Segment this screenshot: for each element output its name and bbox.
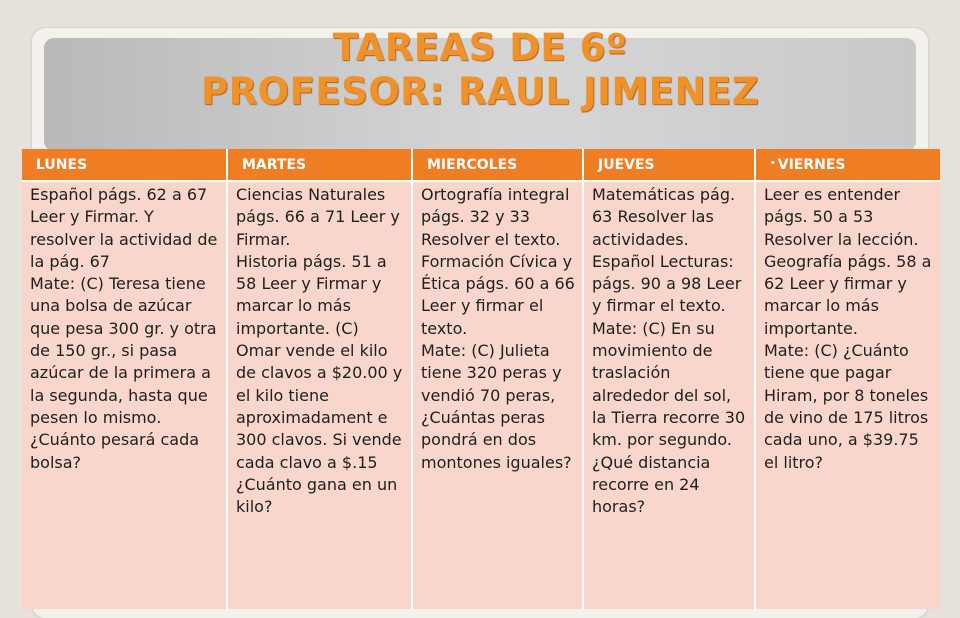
- header-wednesday: MIERCOLES: [412, 149, 583, 181]
- header-thursday: JUEVES: [583, 149, 755, 181]
- header-tuesday: MARTES: [227, 149, 412, 181]
- header-friday-label: VIERNES: [777, 156, 846, 173]
- cell-friday: Leer es entender págs. 50 a 53 Resolver la lección. Geografía págs. 58 a 62 Leer y firmar y marcar lo más importante. Mate: (C) ¿Cuánto tiene que pagar Hiram, por 8 toneles de vino de 175 litros cada uno, a $39.75 el litro?: [755, 181, 940, 609]
- title-line-2: PROFESOR: RAUL JIMENEZ: [200, 70, 760, 113]
- page-title: [44, 26, 916, 114]
- cell-tuesday: Ciencias Naturales págs. 66 a 71 Leer y Firmar. Historia págs. 51 a 58 Leer y Firmar y marcar lo más importante. (C) Omar vende el kilo de clavos a $20.00 y el kilo tiene aproximadament e 300 clavos. Si vende cada clavo a $.15 ¿Cuánto gana en un kilo?: [227, 181, 412, 609]
- homework-table: [22, 149, 940, 609]
- header-friday: [755, 149, 940, 181]
- header-monday: LUNES: [22, 149, 227, 181]
- bullet-icon: •: [770, 158, 776, 169]
- title-line-1: TAREAS DE 6º: [332, 26, 628, 69]
- table-header-row: [22, 149, 940, 181]
- cell-wednesday: Ortografía integral págs. 32 y 33 Resolver el texto. Formación Cívica y Ética págs. 60 a 66 Leer y firmar el texto. Mate: (C) Julieta tiene 320 peras y vendió 70 peras, ¿Cuántas peras pondrá en dos montones iguales?: [412, 181, 583, 609]
- cell-monday: Español págs. 62 a 67 Leer y Firmar. Y resolver la actividad de la pág. 67 Mate: (C) Teresa tiene una bolsa de azúcar que pesa 300 gr. y otra de 150 gr., si pasa azúcar de la primera a la segunda, hasta que pesen lo mismo. ¿Cuánto pesará cada bolsa?: [22, 181, 227, 609]
- table-row: [22, 181, 940, 609]
- cell-thursday: Matemáticas pág. 63 Resolver las actividades. Español Lecturas: págs. 90 a 98 Leer y firmar el texto. Mate: (C) En su movimiento de traslación alrededor del sol, la Tierra recorre 30 km. por segundo. ¿Qué distancia recorre en 24 horas?: [583, 181, 755, 609]
